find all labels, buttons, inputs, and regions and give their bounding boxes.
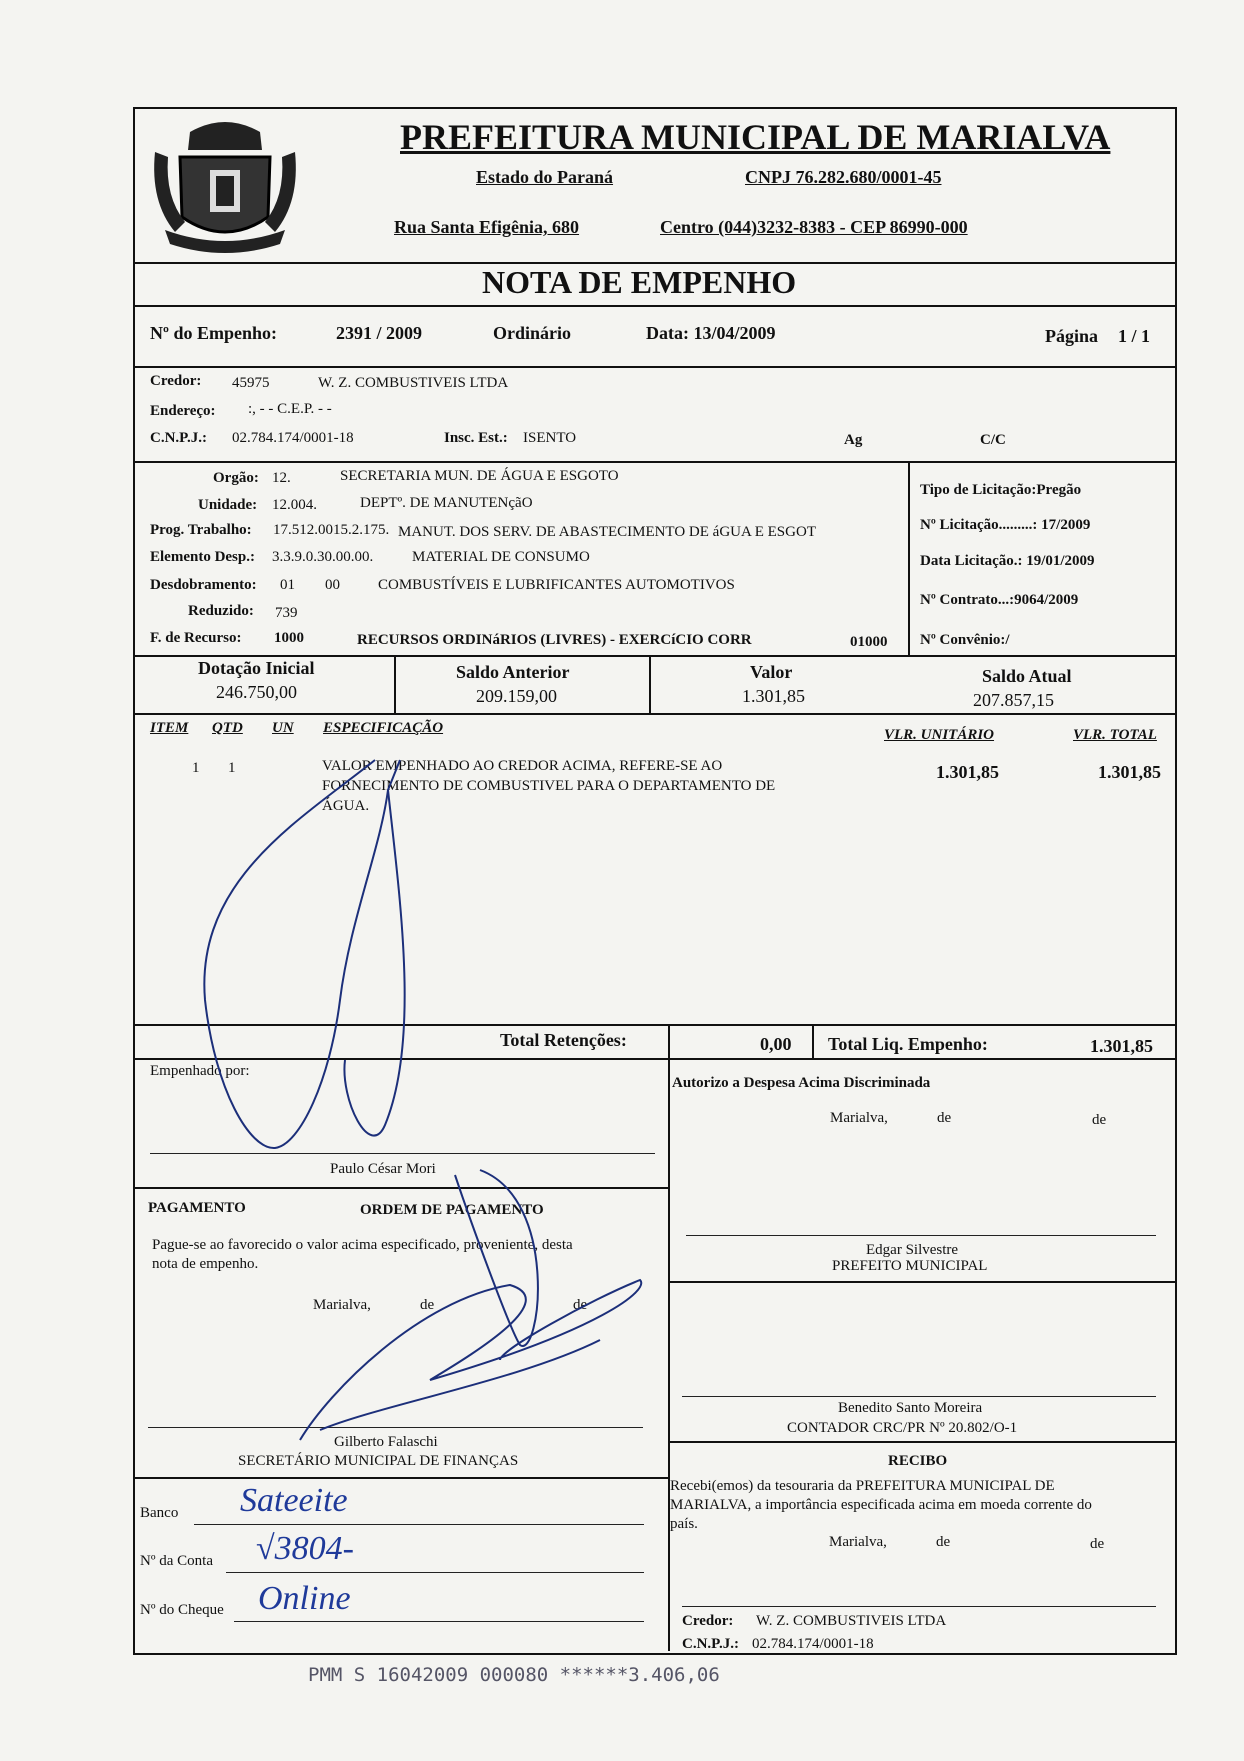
pague-line1: Pague-se ao favorecido o valor acima especificado, proveniente, desta (152, 1237, 573, 1253)
address-value: :, - - C.E.P. - - (248, 401, 332, 417)
prog-name: MANUT. DOS SERV. DE ABASTECIMENTO DE áGUA E ESGOT (398, 524, 816, 540)
document-title: NOTA DE EMPENHO (482, 264, 797, 300)
orgao-name: SECRETARIA MUN. DE ÁGUA E ESGOTO (340, 468, 619, 484)
empenho-label: Nº do Empenho: (150, 323, 277, 343)
row-spec-line1: VALOR EMPENHADO AO CREDOR ACIMA, REFERE-SE AO (322, 758, 723, 774)
desdobramento-code2: 00 (325, 577, 340, 593)
recibo-cnpj-value: 02.784.174/0001-18 (752, 1636, 874, 1652)
secretario-title: SECRETÁRIO MUNICIPAL DE FINANÇAS (238, 1453, 519, 1469)
recibo-line2: MARIALVA, a importância especificada acima em moeda corrente do (670, 1497, 1092, 1513)
conta-handwritten: √3804- (256, 1530, 354, 1567)
recurso-label: F. de Recurso: (150, 630, 242, 646)
ordem-pagamento-label: ORDEM DE PAGAMENTO (360, 1202, 544, 1218)
col-qtd: QTD (212, 720, 243, 736)
unidade-code: 12.004. (272, 497, 317, 513)
recurso-name: RECURSOS ORDINáRIOS (LIVRES) - EXERCíCIO CORR (357, 632, 752, 648)
numero-contrato: Nº Contrato...:9064/2009 (920, 592, 1079, 608)
data-licitacao: Data Licitação.: 19/01/2009 (920, 553, 1095, 569)
prog-label: Prog. Trabalho: (150, 522, 252, 538)
desdobramento-code1: 01 (280, 577, 295, 593)
desdobramento-name: COMBUSTÍVEIS E LUBRIFICANTES AUTOMOTIVOS (378, 577, 735, 593)
tipo-licitacao: Tipo de Licitação:Pregão (920, 482, 1082, 498)
liquido-label: Total Liq. Empenho: (828, 1034, 988, 1054)
state-name: Estado do Paraná (476, 167, 614, 187)
dotacao-value: 246.750,00 (216, 682, 297, 702)
empenho-date: Data: 13/04/2009 (646, 323, 776, 343)
de-ordem-1: de (420, 1297, 435, 1313)
marialva-ordem: Marialva, (313, 1297, 371, 1313)
valor-label: Valor (750, 662, 793, 682)
empenhado-label: Empenhado por: (150, 1063, 250, 1079)
retencoes-value: 0,00 (760, 1034, 792, 1054)
col-spec: ESPECIFICAÇÃO (323, 720, 444, 736)
unidade-name: DEPTº. DE MANUTENçãO (360, 495, 533, 511)
retencoes-label: Total Retenções: (500, 1030, 627, 1050)
contador-name: Benedito Santo Moreira (838, 1400, 983, 1416)
prog-code: 17.512.0015.2.175. (273, 522, 390, 538)
pagamento-label: PAGAMENTO (148, 1200, 246, 1216)
row-total-value: 1.301,85 (1098, 762, 1161, 782)
de-autorizo-1: de (937, 1110, 952, 1126)
saldo-atual-label: Saldo Atual (982, 666, 1072, 686)
recurso-code2: 01000 (850, 634, 888, 650)
bank-stamp: PMM S 16042009 000080 ******3.406,06 (308, 1664, 720, 1686)
elemento-code: 3.3.9.0.30.00.00. (272, 549, 374, 565)
insc-label: Insc. Est.: (444, 430, 508, 446)
row-unit-value: 1.301,85 (936, 762, 999, 782)
col-un: UN (272, 720, 294, 736)
desdobramento-label: Desdobramento: (150, 577, 257, 593)
cheque-label: Nº do Cheque (140, 1602, 224, 1618)
unidade-label: Unidade: (198, 497, 258, 513)
recibo-credor-label: Credor: (682, 1613, 734, 1629)
saldo-anterior-value: 209.159,00 (476, 686, 557, 706)
col-item: ITEM (150, 720, 189, 736)
row-spec-line3: ÁGUA. (322, 798, 370, 814)
row-item: 1 (192, 760, 200, 776)
numero-licitacao: Nº Licitação.........: 17/2009 (920, 517, 1091, 533)
cc-label: C/C (980, 432, 1006, 448)
banco-handwritten: Sateeite (240, 1482, 348, 1519)
de-recibo-2: de (1090, 1536, 1105, 1552)
saldo-atual-value: 207.857,15 (973, 690, 1054, 710)
cheque-handwritten: Online (258, 1580, 351, 1617)
dotacao-label: Dotação Inicial (198, 658, 315, 678)
pague-line2: nota de empenho. (152, 1256, 259, 1272)
page-label: Página (1045, 326, 1099, 346)
col-unit-value: VLR. UNITÁRIO (884, 727, 995, 743)
cnpj-value: 02.784.174/0001-18 (232, 430, 354, 446)
creditor-label: Credor: (150, 373, 202, 389)
conta-label: Nº da Conta (140, 1553, 213, 1569)
valor-value: 1.301,85 (742, 686, 805, 706)
recibo-line1: Recebi(emos) da tesouraria da PREFEITURA MUNICIPAL DE (670, 1478, 1055, 1494)
prefeito-title: PREFEITO MUNICIPAL (832, 1258, 988, 1274)
saldo-anterior-label: Saldo Anterior (456, 662, 570, 682)
empenhado-name: Paulo César Mori (330, 1161, 436, 1177)
empenho-type: Ordinário (493, 323, 572, 343)
insc-value: ISENTO (523, 430, 577, 446)
contador-title: CONTADOR CRC/PR Nº 20.802/O-1 (787, 1420, 1018, 1436)
de-ordem-2: de (573, 1297, 588, 1313)
marialva-recibo: Marialva, (829, 1534, 887, 1550)
address-label: Endereço: (150, 403, 216, 419)
numero-convenio: Nº Convênio:/ (920, 632, 1010, 648)
row-qtd: 1 (228, 760, 236, 776)
autorizo-label: Autorizo a Despesa Acima Discriminada (672, 1075, 931, 1091)
municipality-title: PREFEITURA MUNICIPAL DE MARIALVA (400, 117, 1111, 157)
orgao-code: 12. (272, 470, 291, 486)
recurso-code: 1000 (274, 630, 304, 646)
marialva-autorizo: Marialva, (830, 1110, 888, 1126)
elemento-label: Elemento Desp.: (150, 549, 255, 565)
recibo-cnpj-label: C.N.P.J.: (682, 1636, 739, 1652)
reduzido-value: 739 (275, 605, 298, 621)
header-street: Rua Santa Efigênia, 680 (394, 217, 580, 237)
page-number: 1 / 1 (1118, 326, 1151, 346)
liquido-value: 1.301,85 (1090, 1036, 1153, 1056)
header-contact: Centro (044)3232-8383 - CEP 86990-000 (660, 217, 968, 237)
orgao-label: Orgão: (213, 470, 259, 486)
ag-label: Ag (844, 432, 863, 448)
row-spec-line2: FORNECIMENTO DE COMBUSTIVEL PARA O DEPARTAMENTO DE (322, 778, 776, 794)
col-total-value: VLR. TOTAL (1073, 727, 1157, 743)
recibo-title: RECIBO (888, 1453, 948, 1469)
secretario-name: Gilberto Falaschi (334, 1434, 438, 1450)
banco-label: Banco (140, 1505, 179, 1521)
header-cnpj: CNPJ 76.282.680/0001-45 (745, 167, 942, 187)
creditor-code: 45975 (232, 375, 270, 391)
creditor-name: W. Z. COMBUSTIVEIS LTDA (318, 375, 509, 391)
recibo-credor-value: W. Z. COMBUSTIVEIS LTDA (756, 1613, 947, 1629)
elemento-name: MATERIAL DE CONSUMO (412, 549, 590, 565)
empenho-number: 2391 / 2009 (336, 323, 423, 343)
reduzido-label: Reduzido: (188, 603, 254, 619)
de-autorizo-2: de (1092, 1112, 1107, 1128)
recibo-line3: país. (670, 1516, 698, 1532)
prefeito-name: Edgar Silvestre (866, 1242, 959, 1258)
de-recibo-1: de (936, 1534, 951, 1550)
cnpj-label: C.N.P.J.: (150, 430, 207, 446)
